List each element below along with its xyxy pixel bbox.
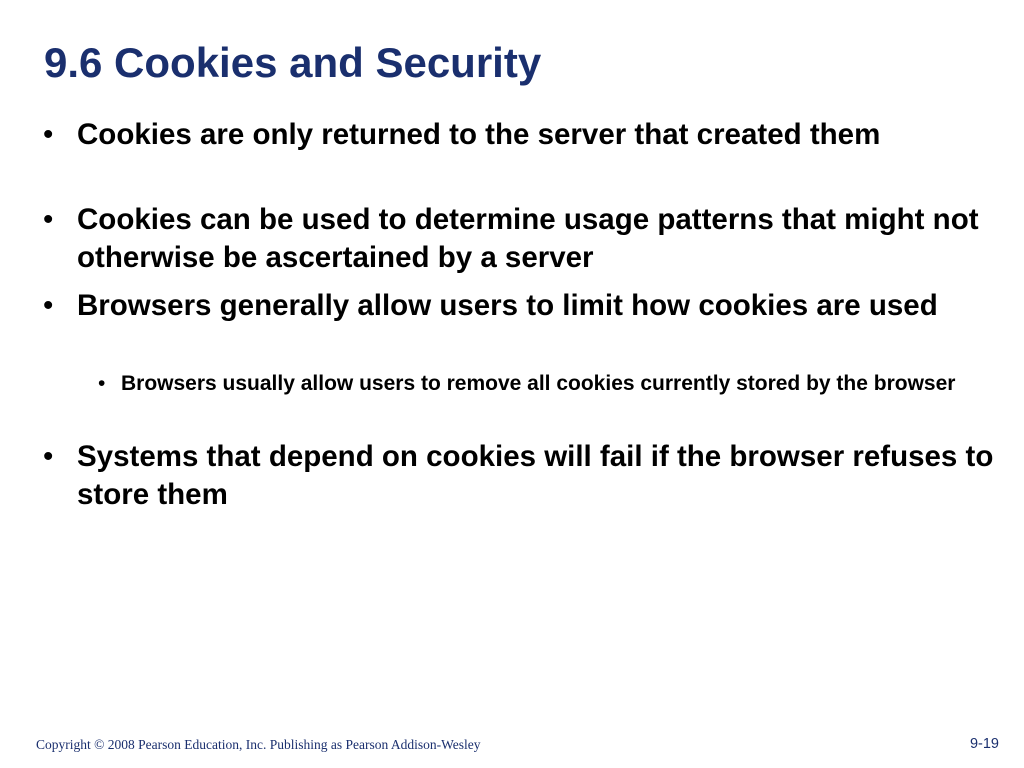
bullet-text: Systems that depend on cookies will fail if the browser refuses to store them [77, 440, 994, 511]
page-number: 9-19 [969, 736, 999, 752]
bullet-item [43, 438, 1012, 514]
bullet-text: Browsers generally allow users to limit how cookies are used [77, 289, 938, 322]
bullet-item [43, 201, 1012, 277]
bullet-dot-icon: • [43, 118, 54, 151]
bullet-text: Cookies can be used to determine usage patterns that might not otherwise be ascertained by a server [77, 203, 979, 274]
bullet-item [43, 287, 1012, 325]
bullet-dot-icon: • [43, 289, 54, 322]
bullet-text: Cookies are only returned to the server that created them [77, 118, 881, 151]
sub-bullet-text: Browsers usually allow users to remove all cookies currently stored by the browser [121, 372, 956, 395]
slide-title: 9.6 Cookies and Security [44, 39, 542, 86]
copyright-footer: Copyright © 2008 Pearson Education, Inc. Publishing as Pearson Addison-Wesley [36, 737, 481, 752]
bullet-dot-icon: • [98, 372, 106, 395]
bullet-item [43, 116, 1012, 154]
bullet-dot-icon: • [43, 203, 54, 236]
bullet-dot-icon: • [43, 440, 54, 473]
sub-bullet-item [98, 370, 1011, 398]
